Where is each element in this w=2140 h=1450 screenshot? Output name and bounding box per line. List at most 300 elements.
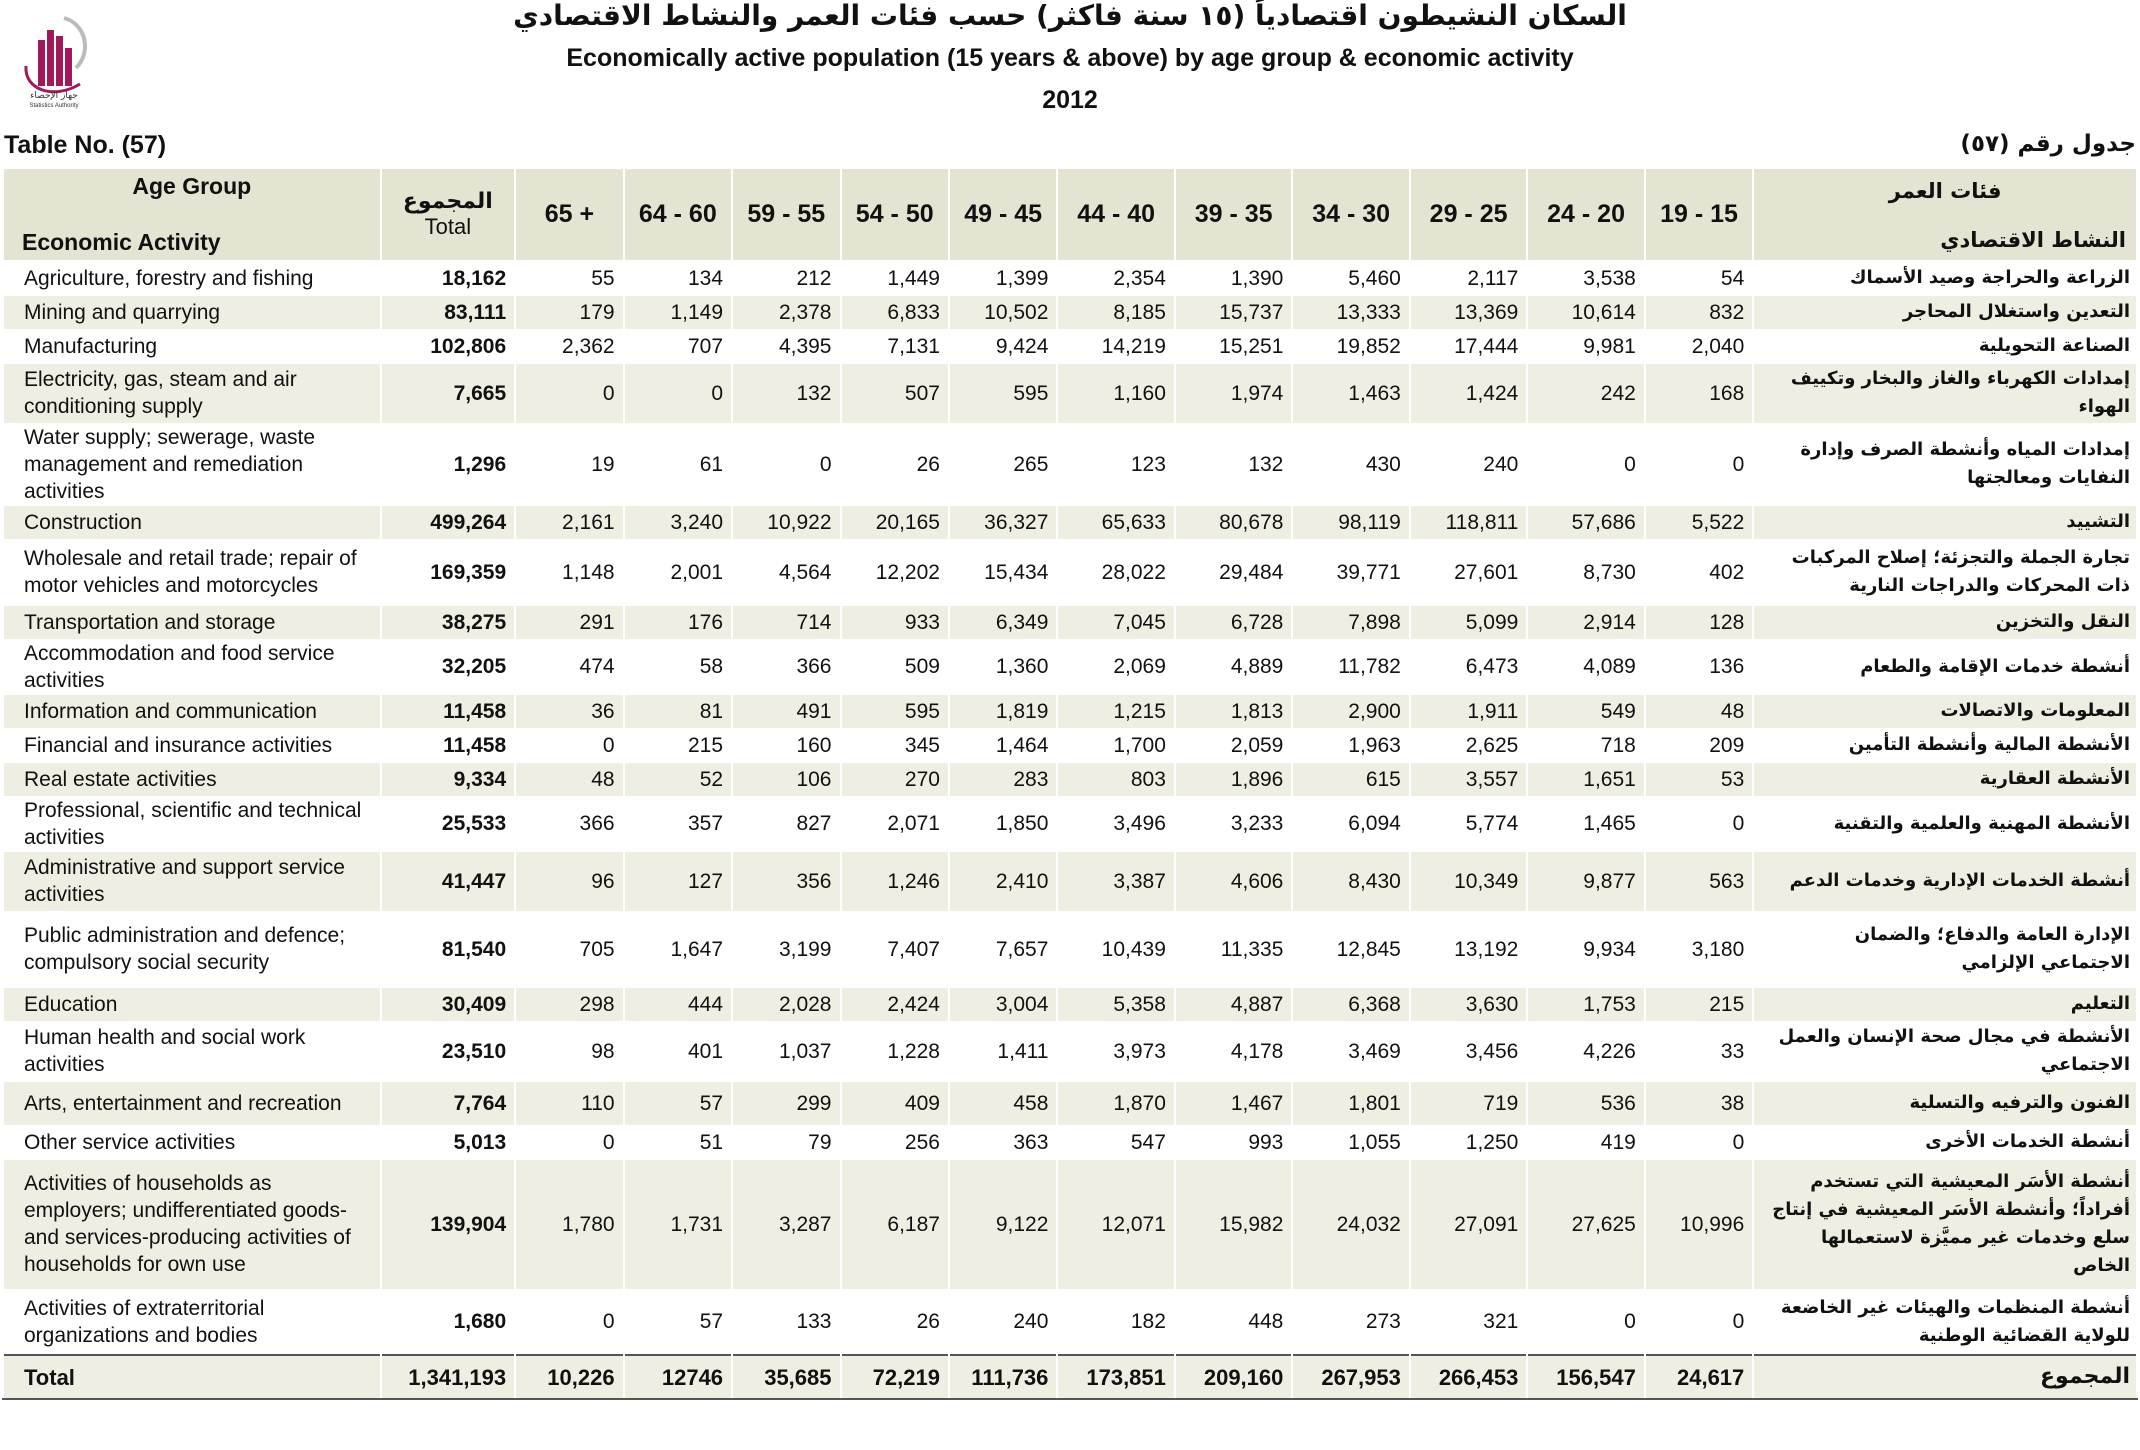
data-table bbox=[2, 167, 2138, 1400]
age-value-cell: 54 bbox=[1645, 261, 1753, 295]
header-age-col: 59 - 55 bbox=[732, 168, 840, 261]
activity-name-arabic: الفنون والترفيه والتسلية bbox=[1753, 1081, 2137, 1125]
age-value-cell: 6,728 bbox=[1175, 605, 1292, 639]
age-value-cell: 595 bbox=[949, 363, 1057, 423]
age-value-cell: 2,161 bbox=[515, 505, 623, 539]
header-age-activity bbox=[3, 168, 381, 261]
activity-name-arabic: تجارة الجملة والتجزئة؛ إصلاح المركبات ذات المحركات والدراجات النارية bbox=[1753, 539, 2137, 605]
age-value-cell: 3,180 bbox=[1645, 911, 1753, 987]
age-value-cell: 1,651 bbox=[1527, 762, 1644, 796]
activity-name-arabic: المعلومات والاتصالات bbox=[1753, 694, 2137, 728]
age-value-cell: 58 bbox=[624, 639, 732, 694]
age-value-cell: 1,911 bbox=[1410, 694, 1527, 728]
row-total: 23,510 bbox=[381, 1021, 516, 1081]
age-value-cell: 14,219 bbox=[1057, 329, 1174, 363]
table-row bbox=[3, 728, 2137, 762]
age-value-cell: 1,801 bbox=[1292, 1081, 1409, 1125]
activity-name-arabic: أنشطة المنظمات والهيئات غير الخاضعة للولاية القضائية الوطنية bbox=[1753, 1289, 2137, 1355]
activity-name: Activities of households as employers; undifferentiated goods-and services-producing activities of households for own use bbox=[3, 1159, 381, 1289]
age-value-cell: 17,444 bbox=[1410, 329, 1527, 363]
total-age-value: 111,736 bbox=[949, 1355, 1057, 1399]
age-value-cell: 1,896 bbox=[1175, 762, 1292, 796]
age-value-cell: 458 bbox=[949, 1081, 1057, 1125]
age-value-cell: 0 bbox=[515, 728, 623, 762]
table-body bbox=[3, 261, 2137, 1399]
header-age-col: 54 - 50 bbox=[841, 168, 949, 261]
total-age-value: 72,219 bbox=[841, 1355, 949, 1399]
age-value-cell: 209 bbox=[1645, 728, 1753, 762]
age-value-cell: 1,228 bbox=[841, 1021, 949, 1081]
age-value-cell: 7,045 bbox=[1057, 605, 1174, 639]
age-value-cell: 33 bbox=[1645, 1021, 1753, 1081]
age-value-cell: 1,467 bbox=[1175, 1081, 1292, 1125]
total-age-value: 267,953 bbox=[1292, 1355, 1409, 1399]
age-value-cell: 2,040 bbox=[1645, 329, 1753, 363]
age-value-cell: 1,149 bbox=[624, 295, 732, 329]
age-value-cell: 212 bbox=[732, 261, 840, 295]
age-value-cell: 0 bbox=[515, 363, 623, 423]
header-row bbox=[3, 168, 2137, 261]
header-total-english: Total bbox=[424, 214, 472, 239]
age-value-cell: 2,410 bbox=[949, 851, 1057, 911]
activity-name: Human health and social work activities bbox=[3, 1021, 381, 1081]
age-value-cell: 1,700 bbox=[1057, 728, 1174, 762]
table-row bbox=[3, 539, 2137, 605]
table-number-arabic: جدول رقم (٥٧) bbox=[1960, 131, 2136, 157]
age-value-cell: 0 bbox=[732, 423, 840, 505]
age-value-cell: 3,004 bbox=[949, 987, 1057, 1021]
svg-text:Statistics Authority: Statistics Authority bbox=[29, 103, 79, 109]
table-row bbox=[3, 911, 2137, 987]
age-value-cell: 256 bbox=[841, 1125, 949, 1159]
age-value-cell: 2,069 bbox=[1057, 639, 1174, 694]
age-value-cell: 10,922 bbox=[732, 505, 840, 539]
title-english: Economically active population (15 years & above) by age group & economic activity bbox=[566, 44, 1574, 72]
age-value-cell: 3,240 bbox=[624, 505, 732, 539]
age-value-cell: 9,877 bbox=[1527, 851, 1644, 911]
activity-name-arabic: التعليم bbox=[1753, 987, 2137, 1021]
age-value-cell: 3,496 bbox=[1057, 796, 1174, 851]
age-value-cell: 128 bbox=[1645, 605, 1753, 639]
header-total-arabic: المجموع bbox=[402, 189, 493, 214]
table-row bbox=[3, 987, 2137, 1021]
age-value-cell: 536 bbox=[1527, 1081, 1644, 1125]
activity-name-arabic: أنشطة الخدمات الأخرى bbox=[1753, 1125, 2137, 1159]
table-row bbox=[3, 1289, 2137, 1355]
row-total: 11,458 bbox=[381, 728, 516, 762]
age-value-cell: 299 bbox=[732, 1081, 840, 1125]
activity-name-arabic: الزراعة والحراجة وصيد الأسماك bbox=[1753, 261, 2137, 295]
age-value-cell: 12,071 bbox=[1057, 1159, 1174, 1289]
age-value-cell: 803 bbox=[1057, 762, 1174, 796]
total-age-value: 12746 bbox=[624, 1355, 732, 1399]
row-total: 41,447 bbox=[381, 851, 516, 911]
activity-name: Administrative and support service activities bbox=[3, 851, 381, 911]
age-value-cell: 1,215 bbox=[1057, 694, 1174, 728]
table-row bbox=[3, 762, 2137, 796]
age-value-cell: 215 bbox=[1645, 987, 1753, 1021]
age-value-cell: 1,449 bbox=[841, 261, 949, 295]
age-value-cell: 106 bbox=[732, 762, 840, 796]
row-total: 139,904 bbox=[381, 1159, 516, 1289]
age-value-cell: 705 bbox=[515, 911, 623, 987]
age-value-cell: 240 bbox=[949, 1289, 1057, 1355]
age-value-cell: 474 bbox=[515, 639, 623, 694]
age-value-cell: 96 bbox=[515, 851, 623, 911]
age-value-cell: 132 bbox=[732, 363, 840, 423]
row-total: 81,540 bbox=[381, 911, 516, 987]
activity-name: Accommodation and food service activities bbox=[3, 639, 381, 694]
age-value-cell: 291 bbox=[515, 605, 623, 639]
age-value-cell: 2,362 bbox=[515, 329, 623, 363]
age-value-cell: 26 bbox=[841, 1289, 949, 1355]
row-total: 5,013 bbox=[381, 1125, 516, 1159]
age-value-cell: 2,914 bbox=[1527, 605, 1644, 639]
age-value-cell: 13,369 bbox=[1410, 295, 1527, 329]
age-value-cell: 57,686 bbox=[1527, 505, 1644, 539]
age-value-cell: 132 bbox=[1175, 423, 1292, 505]
age-value-cell: 127 bbox=[624, 851, 732, 911]
age-value-cell: 80,678 bbox=[1175, 505, 1292, 539]
age-value-cell: 4,606 bbox=[1175, 851, 1292, 911]
age-value-cell: 448 bbox=[1175, 1289, 1292, 1355]
header-age-col: 34 - 30 bbox=[1292, 168, 1409, 261]
activity-name-arabic: الإدارة العامة والدفاع؛ والضمان الاجتماعي الإلزامي bbox=[1753, 911, 2137, 987]
age-value-cell: 7,131 bbox=[841, 329, 949, 363]
age-value-cell: 270 bbox=[841, 762, 949, 796]
age-value-cell: 265 bbox=[949, 423, 1057, 505]
age-value-cell: 8,430 bbox=[1292, 851, 1409, 911]
age-value-cell: 79 bbox=[732, 1125, 840, 1159]
row-total: 7,764 bbox=[381, 1081, 516, 1125]
row-total: 83,111 bbox=[381, 295, 516, 329]
age-group-label-arabic: فئات العمر bbox=[1888, 179, 2002, 203]
row-total: 169,359 bbox=[381, 539, 516, 605]
age-value-cell: 38 bbox=[1645, 1081, 1753, 1125]
age-value-cell: 933 bbox=[841, 605, 949, 639]
age-value-cell: 1,647 bbox=[624, 911, 732, 987]
age-value-cell: 215 bbox=[624, 728, 732, 762]
activity-name-arabic: أنشطة الخدمات الإدارية وخدمات الدعم bbox=[1753, 851, 2137, 911]
activity-name-arabic: إمدادات المياه وأنشطة الصرف وإدارة النفايات ومعالجتها bbox=[1753, 423, 2137, 505]
activity-name: Agriculture, forestry and fishing bbox=[3, 261, 381, 295]
age-value-cell: 1,160 bbox=[1057, 363, 1174, 423]
total-label-arabic: المجموع bbox=[1753, 1355, 2137, 1399]
age-value-cell: 6,349 bbox=[949, 605, 1057, 639]
age-value-cell: 4,395 bbox=[732, 329, 840, 363]
age-value-cell: 160 bbox=[732, 728, 840, 762]
age-value-cell: 5,522 bbox=[1645, 505, 1753, 539]
svg-text:جهاز الإحصاء: جهاز الإحصاء bbox=[30, 91, 78, 101]
age-value-cell: 182 bbox=[1057, 1289, 1174, 1355]
table-row bbox=[3, 329, 2137, 363]
age-value-cell: 10,349 bbox=[1410, 851, 1527, 911]
age-value-cell: 2,059 bbox=[1175, 728, 1292, 762]
activity-name: Wholesale and retail trade; repair of motor vehicles and motorcycles bbox=[3, 539, 381, 605]
age-value-cell: 0 bbox=[1645, 423, 1753, 505]
table-row bbox=[3, 694, 2137, 728]
age-value-cell: 719 bbox=[1410, 1081, 1527, 1125]
age-value-cell: 444 bbox=[624, 987, 732, 1021]
table-row bbox=[3, 1159, 2137, 1289]
age-value-cell: 9,934 bbox=[1527, 911, 1644, 987]
age-value-cell: 110 bbox=[515, 1081, 623, 1125]
age-value-cell: 1,055 bbox=[1292, 1125, 1409, 1159]
age-value-cell: 1,780 bbox=[515, 1159, 623, 1289]
age-value-cell: 2,001 bbox=[624, 539, 732, 605]
age-value-cell: 1,850 bbox=[949, 796, 1057, 851]
row-total: 102,806 bbox=[381, 329, 516, 363]
age-value-cell: 4,178 bbox=[1175, 1021, 1292, 1081]
age-value-cell: 4,889 bbox=[1175, 639, 1292, 694]
age-value-cell: 133 bbox=[732, 1289, 840, 1355]
age-value-cell: 176 bbox=[624, 605, 732, 639]
age-value-cell: 1,399 bbox=[949, 261, 1057, 295]
age-value-cell: 6,833 bbox=[841, 295, 949, 329]
age-value-cell: 55 bbox=[515, 261, 623, 295]
age-value-cell: 36,327 bbox=[949, 505, 1057, 539]
activity-name: Mining and quarrying bbox=[3, 295, 381, 329]
row-total: 9,334 bbox=[381, 762, 516, 796]
activity-name: Real estate activities bbox=[3, 762, 381, 796]
age-value-cell: 2,625 bbox=[1410, 728, 1527, 762]
age-group-label: Age Group bbox=[132, 173, 252, 199]
age-value-cell: 13,333 bbox=[1292, 295, 1409, 329]
economic-activity-label: Economic Activity bbox=[22, 229, 221, 255]
activity-name-arabic: إمدادات الكهرباء والغاز والبخار وتكييف الهواء bbox=[1753, 363, 2137, 423]
age-value-cell: 1,246 bbox=[841, 851, 949, 911]
total-age-value: 35,685 bbox=[732, 1355, 840, 1399]
age-value-cell: 366 bbox=[515, 796, 623, 851]
age-value-cell: 1,963 bbox=[1292, 728, 1409, 762]
age-value-cell: 283 bbox=[949, 762, 1057, 796]
activity-name: Education bbox=[3, 987, 381, 1021]
age-value-cell: 168 bbox=[1645, 363, 1753, 423]
activity-name: Transportation and storage bbox=[3, 605, 381, 639]
age-value-cell: 5,358 bbox=[1057, 987, 1174, 1021]
row-total: 38,275 bbox=[381, 605, 516, 639]
age-value-cell: 4,887 bbox=[1175, 987, 1292, 1021]
table-row bbox=[3, 639, 2137, 694]
age-value-cell: 26 bbox=[841, 423, 949, 505]
activity-name-arabic: أنشطة خدمات الإقامة والطعام bbox=[1753, 639, 2137, 694]
header-age-col: 49 - 45 bbox=[949, 168, 1057, 261]
age-value-cell: 1,390 bbox=[1175, 261, 1292, 295]
header-total bbox=[381, 168, 516, 261]
row-total: 1,680 bbox=[381, 1289, 516, 1355]
age-value-cell: 3,973 bbox=[1057, 1021, 1174, 1081]
age-value-cell: 366 bbox=[732, 639, 840, 694]
age-value-cell: 10,996 bbox=[1645, 1159, 1753, 1289]
header-age-col: 24 - 20 bbox=[1527, 168, 1644, 261]
age-value-cell: 1,463 bbox=[1292, 363, 1409, 423]
row-total: 25,533 bbox=[381, 796, 516, 851]
age-value-cell: 7,407 bbox=[841, 911, 949, 987]
age-value-cell: 2,354 bbox=[1057, 261, 1174, 295]
total-row bbox=[3, 1355, 2137, 1399]
age-value-cell: 20,165 bbox=[841, 505, 949, 539]
age-value-cell: 240 bbox=[1410, 423, 1527, 505]
total-age-value: 173,851 bbox=[1057, 1355, 1174, 1399]
age-value-cell: 28,022 bbox=[1057, 539, 1174, 605]
age-value-cell: 3,233 bbox=[1175, 796, 1292, 851]
age-value-cell: 24,032 bbox=[1292, 1159, 1409, 1289]
age-value-cell: 98,119 bbox=[1292, 505, 1409, 539]
age-value-cell: 707 bbox=[624, 329, 732, 363]
age-value-cell: 563 bbox=[1645, 851, 1753, 911]
age-value-cell: 2,424 bbox=[841, 987, 949, 1021]
age-value-cell: 0 bbox=[515, 1125, 623, 1159]
activity-name: Other service activities bbox=[3, 1125, 381, 1159]
age-value-cell: 714 bbox=[732, 605, 840, 639]
age-value-cell: 57 bbox=[624, 1081, 732, 1125]
age-value-cell: 19,852 bbox=[1292, 329, 1409, 363]
age-value-cell: 273 bbox=[1292, 1289, 1409, 1355]
table-row bbox=[3, 295, 2137, 329]
row-total: 11,458 bbox=[381, 694, 516, 728]
total-age-value: 10,226 bbox=[515, 1355, 623, 1399]
title-arabic: السكان النشيطون اقتصادياً (١٥ سنة فاكثر) حسب فئات العمر والنشاط الاقتصادي bbox=[513, 0, 1627, 32]
age-value-cell: 832 bbox=[1645, 295, 1753, 329]
age-value-cell: 2,071 bbox=[841, 796, 949, 851]
table-row bbox=[3, 423, 2137, 505]
table-row bbox=[3, 363, 2137, 423]
age-value-cell: 1,753 bbox=[1527, 987, 1644, 1021]
age-value-cell: 15,434 bbox=[949, 539, 1057, 605]
activity-name: Manufacturing bbox=[3, 329, 381, 363]
activity-name-arabic: الأنشطة المالية وأنشطة التأمين bbox=[1753, 728, 2137, 762]
age-value-cell: 13,192 bbox=[1410, 911, 1527, 987]
age-value-cell: 10,614 bbox=[1527, 295, 1644, 329]
row-total: 30,409 bbox=[381, 987, 516, 1021]
age-value-cell: 491 bbox=[732, 694, 840, 728]
age-value-cell: 363 bbox=[949, 1125, 1057, 1159]
activity-name: Professional, scientific and technical activities bbox=[3, 796, 381, 851]
age-value-cell: 57 bbox=[624, 1289, 732, 1355]
table-row bbox=[3, 261, 2137, 295]
age-value-cell: 11,782 bbox=[1292, 639, 1409, 694]
age-value-cell: 242 bbox=[1527, 363, 1644, 423]
age-value-cell: 430 bbox=[1292, 423, 1409, 505]
age-value-cell: 3,557 bbox=[1410, 762, 1527, 796]
age-value-cell: 15,251 bbox=[1175, 329, 1292, 363]
age-value-cell: 52 bbox=[624, 762, 732, 796]
age-value-cell: 3,630 bbox=[1410, 987, 1527, 1021]
age-value-cell: 3,538 bbox=[1527, 261, 1644, 295]
age-value-cell: 547 bbox=[1057, 1125, 1174, 1159]
age-value-cell: 993 bbox=[1175, 1125, 1292, 1159]
age-value-cell: 118,811 bbox=[1410, 505, 1527, 539]
age-value-cell: 8,185 bbox=[1057, 295, 1174, 329]
table-row bbox=[3, 1081, 2137, 1125]
age-value-cell: 2,900 bbox=[1292, 694, 1409, 728]
age-value-cell: 1,731 bbox=[624, 1159, 732, 1289]
header-age-col: 44 - 40 bbox=[1057, 168, 1174, 261]
age-value-cell: 0 bbox=[1527, 1289, 1644, 1355]
age-value-cell: 51 bbox=[624, 1125, 732, 1159]
activity-name: Electricity, gas, steam and air conditioning supply bbox=[3, 363, 381, 423]
age-value-cell: 61 bbox=[624, 423, 732, 505]
age-value-cell: 11,335 bbox=[1175, 911, 1292, 987]
total-age-value: 266,453 bbox=[1410, 1355, 1527, 1399]
age-value-cell: 81 bbox=[624, 694, 732, 728]
row-total: 32,205 bbox=[381, 639, 516, 694]
age-value-cell: 615 bbox=[1292, 762, 1409, 796]
activity-name-arabic: أنشطة الأسَر المعيشية التي تستخدم أفراداً؛ وأنشطة الأسَر المعيشية في إنتاج سلع وخدمات غير مميَّزة لاستعمالها الخاص bbox=[1753, 1159, 2137, 1289]
age-value-cell: 345 bbox=[841, 728, 949, 762]
age-value-cell: 595 bbox=[841, 694, 949, 728]
header-age-col: 19 - 15 bbox=[1645, 168, 1753, 261]
table-row bbox=[3, 1125, 2137, 1159]
table-row bbox=[3, 505, 2137, 539]
age-value-cell: 29,484 bbox=[1175, 539, 1292, 605]
age-value-cell: 0 bbox=[1645, 796, 1753, 851]
table-number: Table No. (57) bbox=[4, 131, 167, 159]
activity-name-arabic: الأنشطة المهنية والعلمية والتقنية bbox=[1753, 796, 2137, 851]
row-total: 1,296 bbox=[381, 423, 516, 505]
age-value-cell: 134 bbox=[624, 261, 732, 295]
activity-name: Activities of extraterritorial organizations and bodies bbox=[3, 1289, 381, 1355]
age-value-cell: 15,982 bbox=[1175, 1159, 1292, 1289]
age-value-cell: 65,633 bbox=[1057, 505, 1174, 539]
age-value-cell: 6,187 bbox=[841, 1159, 949, 1289]
header-age-col: 65 + bbox=[515, 168, 623, 261]
age-value-cell: 0 bbox=[624, 363, 732, 423]
age-value-cell: 5,460 bbox=[1292, 261, 1409, 295]
age-value-cell: 2,028 bbox=[732, 987, 840, 1021]
age-value-cell: 1,148 bbox=[515, 539, 623, 605]
activity-name-arabic: التشييد bbox=[1753, 505, 2137, 539]
age-value-cell: 3,199 bbox=[732, 911, 840, 987]
table-row bbox=[3, 1021, 2137, 1081]
age-value-cell: 6,094 bbox=[1292, 796, 1409, 851]
age-value-cell: 1,360 bbox=[949, 639, 1057, 694]
age-value-cell: 401 bbox=[624, 1021, 732, 1081]
age-value-cell: 1,037 bbox=[732, 1021, 840, 1081]
age-value-cell: 9,122 bbox=[949, 1159, 1057, 1289]
age-value-cell: 507 bbox=[841, 363, 949, 423]
table-row bbox=[3, 851, 2137, 911]
age-value-cell: 12,202 bbox=[841, 539, 949, 605]
age-value-cell: 5,099 bbox=[1410, 605, 1527, 639]
age-value-cell: 9,424 bbox=[949, 329, 1057, 363]
age-value-cell: 4,226 bbox=[1527, 1021, 1644, 1081]
total-age-value: 156,547 bbox=[1527, 1355, 1644, 1399]
age-value-cell: 48 bbox=[515, 762, 623, 796]
age-value-cell: 419 bbox=[1527, 1125, 1644, 1159]
age-value-cell: 9,981 bbox=[1527, 329, 1644, 363]
age-value-cell: 7,657 bbox=[949, 911, 1057, 987]
age-value-cell: 98 bbox=[515, 1021, 623, 1081]
age-value-cell: 6,473 bbox=[1410, 639, 1527, 694]
activity-name: Arts, entertainment and recreation bbox=[3, 1081, 381, 1125]
activity-name: Construction bbox=[3, 505, 381, 539]
age-value-cell: 48 bbox=[1645, 694, 1753, 728]
age-value-cell: 1,974 bbox=[1175, 363, 1292, 423]
total-age-value: 24,617 bbox=[1645, 1355, 1753, 1399]
age-value-cell: 0 bbox=[1645, 1125, 1753, 1159]
age-value-cell: 321 bbox=[1410, 1289, 1527, 1355]
age-value-cell: 4,089 bbox=[1527, 639, 1644, 694]
age-value-cell: 3,456 bbox=[1410, 1021, 1527, 1081]
age-value-cell: 7,898 bbox=[1292, 605, 1409, 639]
activity-name-arabic: الأنشطة في مجال صحة الإنسان والعمل الاجتماعي bbox=[1753, 1021, 2137, 1081]
age-value-cell: 1,424 bbox=[1410, 363, 1527, 423]
activity-name: Financial and insurance activities bbox=[3, 728, 381, 762]
age-value-cell: 2,117 bbox=[1410, 261, 1527, 295]
age-value-cell: 10,439 bbox=[1057, 911, 1174, 987]
age-value-cell: 39,771 bbox=[1292, 539, 1409, 605]
